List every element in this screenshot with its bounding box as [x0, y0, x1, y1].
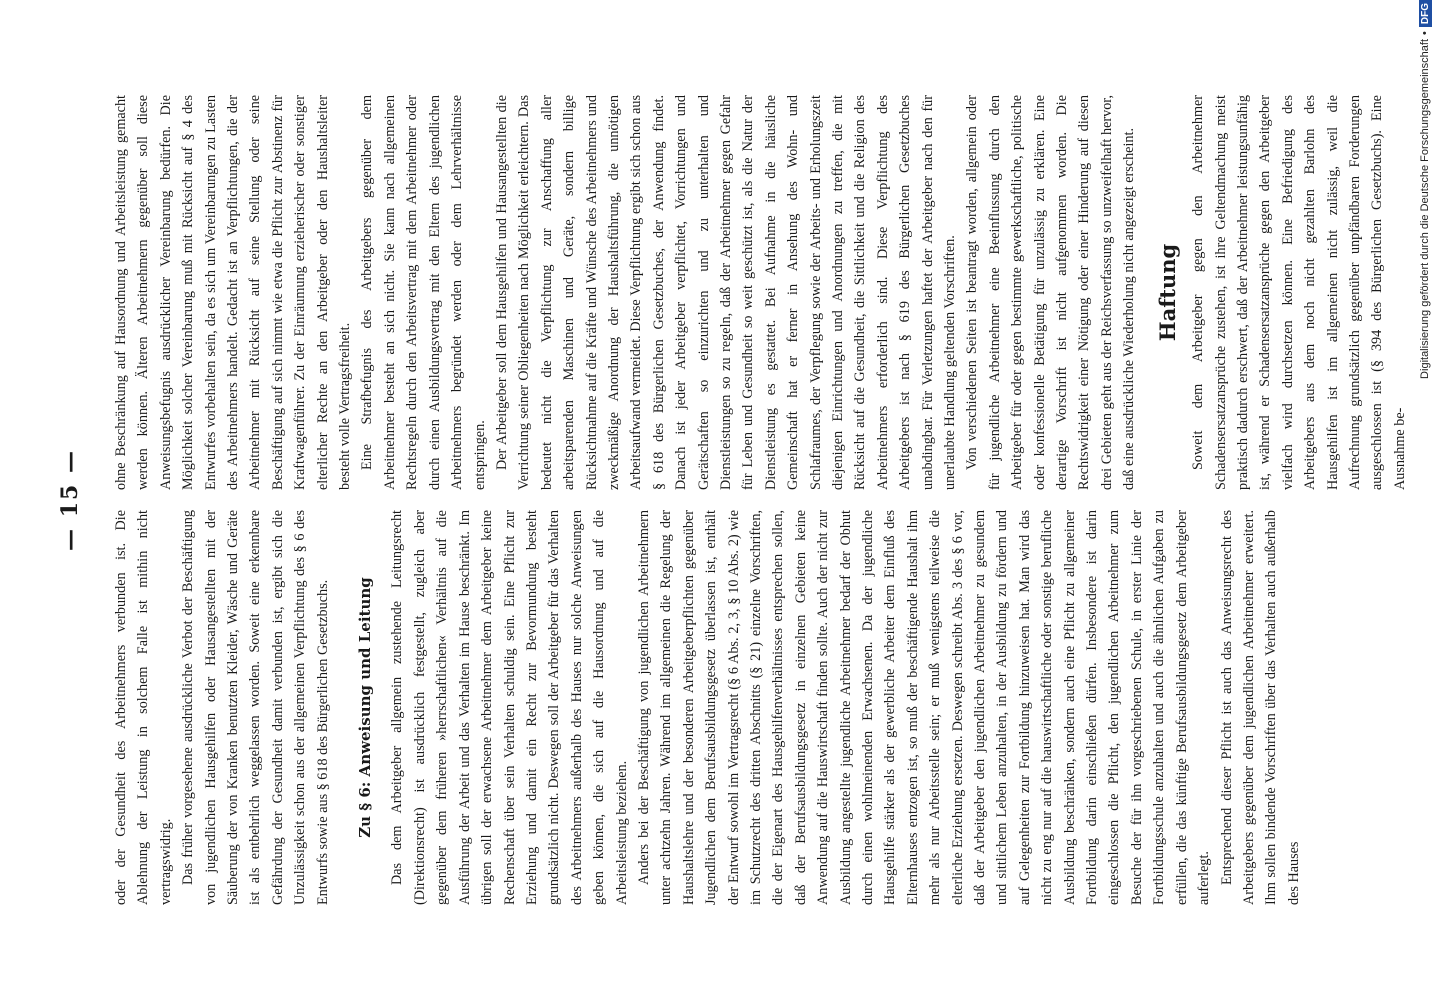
paragraph: Das dem Arbeitgeber allgemein zustehende Leitungsrecht (Direktionsrecht) ist ausdrücklich festgestellt, zugleich aber gegenüber dem früheren »herrschaftlichen« Verhältnis auf die Ausführung der Arbeit und das Verhalten im Hause beschränkt. Im übrigen soll der erwachsene Arbeitnehmer dem Arbeitgeber keine Rechenschaft über sein Verhalten schuldig sein. Eine Pflicht zur Erziehung und damit ein Recht zur Bevormundung besteht grundsätzlich nicht. Deswegen soll der Arbeitgeber für das Verhalten des Arbeitnehmers außerhalb des Hauses nur solche Anweisungen geben können, die sich auf die Hausordnung und auf die Arbeitsleistung beziehen. [389, 510, 630, 905]
right-column [110, 95, 1408, 490]
digitization-credit [1412, 0, 1434, 1000]
paragraph: ohne Beschränkung auf Hausordnung und Arbeitsleistung gemacht werden können. Älteren Arbeitnehmern gegenüber soll diese Anweisungsbefugnis ausdrücklicher Vereinbarung bedürfen. Die Möglichkeit solcher Vereinbarung muß mit Rücksicht auf § 4 des Entwurfes vorbehalten sein, da es sich um Vereinbarungen zu Lasten des Arbeitnehmers handelt. Gedacht ist an Verpflichtungen, die der Arbeitnehmer mit Rücksicht auf seine Stellung oder seine Beschäftigung auf sich nimmt wie etwa die Pflicht zur Abstinenz für Kraftwagenführer. Zu der Einräumung erzieherischer oder sonstiger elterlicher Rechte an den Arbeitgeber oder den Haushaltsleiter besteht volle Vertragsfreiheit. [113, 95, 354, 490]
dfg-logo: DFG [1419, 0, 1432, 27]
paragraph: Von verschiedenen Seiten ist beantragt worden, allgemein oder für jugendliche Arbeitnehmer eine Beeinflussung durch den Arbeitgeber für oder gegen bestimmte gewerkschaftliche, politische oder konfessionelle Betätigung für unzulässig zu erklären. Eine derartige Vorschrift ist nicht aufgenommen worden. Die Rechtswidrigkeit einer Nötigung oder einer Hinderung auf diesen drei Gebieten geht aus der Reichsverfassung so unzweifelhaft hervor, daß eine ausdrückliche Wiederholung nicht angezeigt erscheint. [964, 95, 1138, 490]
paragraph: Anders bei der Beschäftigung von jugendlichen Arbeitnehmern unter achtzehn Jahren. Während im allgemeinen die Regelung der Haushaltslehre und der besonderen Arbeitgeberpflichten gegenüber Jugendlichen dem Berufsausbildungsgesetz überlassen ist, enthält der Entwurf sowohl im Vertragsrecht (§ 6 Abs. 2, 3, § 10 Abs. 2) wie im Schutzrecht des dritten Abschnitts (§ 21) einzelne Vorschriften, die der Eigenart des Hausgehilfenverhältnisses entsprechen sollen, daß der Berufsausbildungsgesetz in einzelnen Gebieten keine Anwendung auf die Hauswirtschaft finden sollte. Auch der nicht zur Ausbildung angestellte jugendliche Arbeitnehmer bedarf der Obhut durch einen wohlmeinenden Erwachsenen. Da der jugendliche Hausgehilfe stärker als der gewerbliche Arbeiter dem Einfluß des Elternhauses entzogen ist, so muß der beschäftigende Haushalt ihm mehr als nur Arbeitsstelle sein; er muß wenigstens teilweise die elterliche Erziehung ersetzen. Deswegen schreibt Abs. 3 des § 6 vor, daß der Arbeitgeber den jugendlichen Arbeitnehmer zu gesundem und sittlichem Leben anzuhalten, in der Ausbildung zu fördern und auf Gelegenheiten zur Fortbildung hinzuweisen hat. Man wird das nicht zu eng nur auf die hauswirtschaftliche oder sonstige berufliche Ausbildung beschränken, sondern auch eine Pflicht zu allgemeiner Fortbildung darin einschließen dürfen. Insbesondere ist darin eingeschlossen die Pflicht, den jugendlichen Arbeitnehmer zum Besuche der für ihn vorgeschriebenen Schule, in erster Linie der Fortbildungsschule anzuhalten und auch die ähnlichen Aufgaben zu erfüllen, die das künftige Berufsausbildungsgesetz dem Arbeitgeber auferlegt. [635, 510, 1213, 905]
section-heading: Zu § 6: Anweisung und Leitung [356, 577, 375, 838]
credit-text: Digitalisierung gefördert durch die Deutsche Forschungsgemeinschaft [1419, 38, 1431, 379]
section-heading: Haftung [1154, 243, 1180, 342]
paragraph: oder der Gesundheit des Arbeitnehmers verbunden ist. Die Ablehnung der Leistung in solchem Falle ist mithin nicht vertragswidrig. [113, 510, 174, 905]
left-column [110, 510, 1370, 905]
paragraph: Das früher vorgesehene ausdrückliche Verbot der Beschäftigung von jugendlichen Hausgehilfen oder Hausangestellten mit der Säuberung der von Kranken benutzten Kleider, Wäsche und Geräte ist als entbehrlich weggelassen worden. Soweit eine erkennbare Gefährdung der Gesundheit damit verbunden ist, ergibt sich die Unzulässigkeit schon aus der allgemeinen Verpflichtung des § 6 des Entwurfs sowie aus § 618 des Bürgerlichen Gesetzbuchs. [180, 510, 331, 905]
credit-separator: • [1419, 31, 1431, 35]
credit-line [1414, 0, 1434, 992]
paragraph: Der Arbeitgeber soll dem Hausgehilfen und Hausangestellten die Verrichtung seiner Obliegenheiten nach Möglichkeit erleichtern. Das bedeutet nicht die Verpflichtung zur Anschaffung aller arbeitsparenden Maschinen und Geräte, sondern billige Rücksichtnahme auf die Kräfte und Wünsche des Arbeitnehmers und zweckmäßige Anordnung der Haushaltsführung, die unnötigen Arbeitsaufwand vermeidet. Diese Verpflichtung ergibt sich schon aus § 618 des Bürgerlichen Gesetzbuches, der Anwendung findet. Danach ist jeder Arbeitgeber verpflichtet, Vorrichtungen und Gerätschaften so einzurichten und zu unterhalten und Dienstleistungen so zu regeln, daß der Arbeitnehmer gegen Gefahr für Leben und Gesundheit so weit geschützt ist, als die Natur der Dienstleistung es gestattet. Bei Aufnahme in die häusliche Gemeinschaft hat er ferner in Ansehung des Wohn- und Schlafraumes, der Verpflegung sowie der Arbeits- und Erholungszeit diejenigen Einrichtungen und Anordnungen zu treffen, die mit Rücksicht auf die Gesundheit, die Sittlichkeit und die Religion des Arbeitnehmers erforderlich sind. Diese Verpflichtung des Arbeitgebers ist nach § 619 des Bürgerlichen Gesetzbuches unabdingbar. Für Verletzungen haftet der Arbeitgeber nach den für unerlaubte Handlung geltenden Vorschriften. [493, 95, 959, 490]
page-number: — 15 — [57, 449, 83, 551]
paragraph: Eine Strafbefugnis des Arbeitgebers gegenüber dem Arbeitnehmer besteht an sich nicht. Sie kann nach allgemeinen Rechtsregeln durch den Arbeitsvertrag mit dem Arbeitnehmer oder durch einen Ausbildungsvertrag mit den Eltern des jugendlichen Arbeitnehmers begründet werden oder dem Lehrverhältnisse entspringen. [359, 95, 488, 490]
paragraph: Soweit dem Arbeitgeber gegen den Arbeitnehmer Schadensersatzansprüche zustehen, ist ihre Geltendmachung meist praktisch dadurch erschwert, daß der Arbeitnehmer leistungsunfähig ist, während er Schadensersatzansprüche gegen den Arbeitgeber vielfach wird durchsetzen können. Eine Befriedigung des Arbeitgebers aus dem noch nicht gezahlten Barlohn des Hausgehilfen ist im allgemeinen nicht zulässig, weil die Aufrechnung grundsätzlich gegenüber unpfändbaren Forderungen ausgeschlossen ist (§ 394 des Bürgerlichen Gesetzbuchs). Eine Ausnahme be- [1190, 95, 1408, 490]
paragraph: Entsprechend dieser Pflicht ist auch das Anweisungsrecht des Arbeitgebers gegenüber dem jugendlichen Arbeitnehmer erweitert. Ihm sollen bindende Vorschriften über das Verhalten auch außerhalb des Hauses [1218, 510, 1302, 905]
